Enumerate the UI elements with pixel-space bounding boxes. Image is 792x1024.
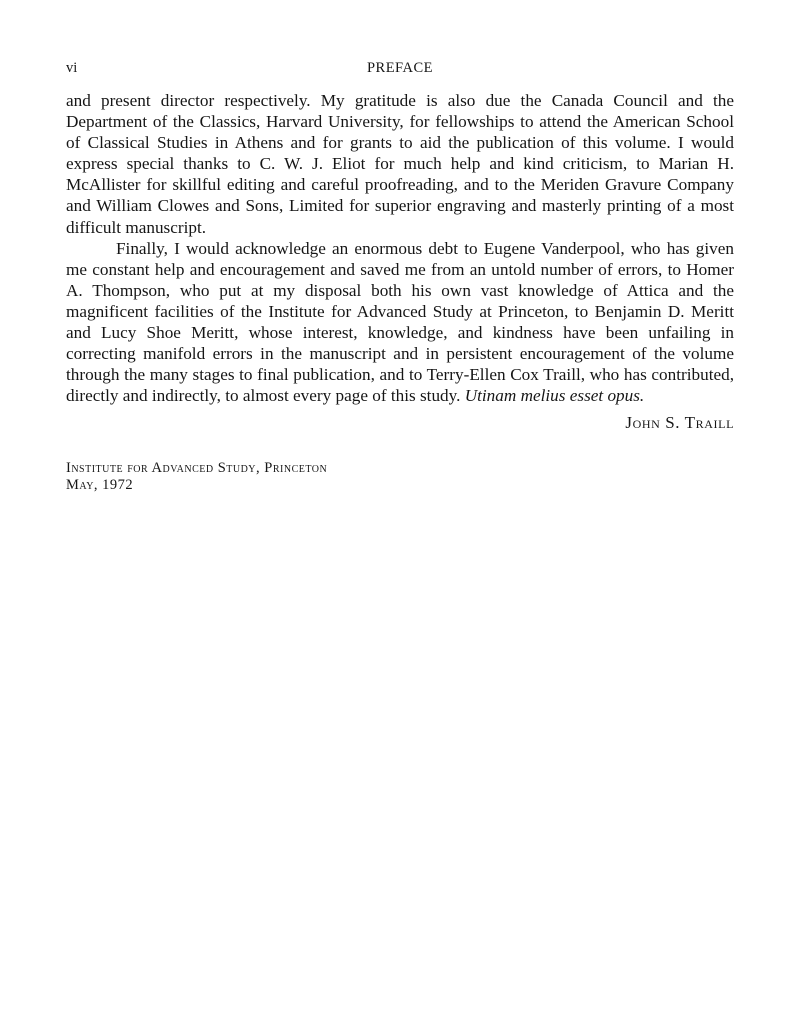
- running-title: PREFACE: [366, 60, 434, 76]
- page-number: vi: [66, 60, 78, 76]
- running-head: [66, 58, 734, 80]
- preface-body: [66, 90, 734, 406]
- paragraph-acknowledgements-text: Finally, I would acknowledge an enormous debt to Eugene Vanderpool, who has given me constant help and encouragement and saved me from an untold number of errors, to Homer A. Thompson, who put at my disposal both his own vast knowledge of Attica and the magnificent facilities of the Institute for Advanced Study at Princeton, to Benjamin D. Meritt and Lucy Shoe Meritt, whose interest, knowledge, and kindness have been unfailing in correcting manifold errors in the manuscript and in persistent encouragement of the volume through the many stages to final publication, and to Terry-Ellen Cox Traill, who has contributed, directly and indirectly, to almost every page of this study.: [66, 238, 734, 406]
- date-line: May, 1972: [66, 477, 134, 494]
- author-signature: John S. Traill: [625, 413, 734, 433]
- document-page: [66, 58, 734, 494]
- institution-line: Institute for Advanced Study, Princeton: [66, 460, 328, 477]
- paragraph-continued: and present director respectively. My gratitude is also due the Canada Council and the Department of the Classics, Harvard University, for fellowships to attend the American School of Classical Studies in Athens and for grants to aid the publication of this volume. I would express special thanks to C. W. J. Eliot for much help and kind criticism, to Marian H. McAllister for skillful editing and careful proofreading, and to the Meriden Gravure Company and William Clowes and Sons, Limited for superior engraving and masterly printing of a most difficult manuscript.: [66, 91, 734, 237]
- paragraph-acknowledgements: [66, 238, 734, 407]
- place-and-date: [66, 460, 734, 494]
- latin-closing: Utinam melius esset opus.: [464, 386, 645, 406]
